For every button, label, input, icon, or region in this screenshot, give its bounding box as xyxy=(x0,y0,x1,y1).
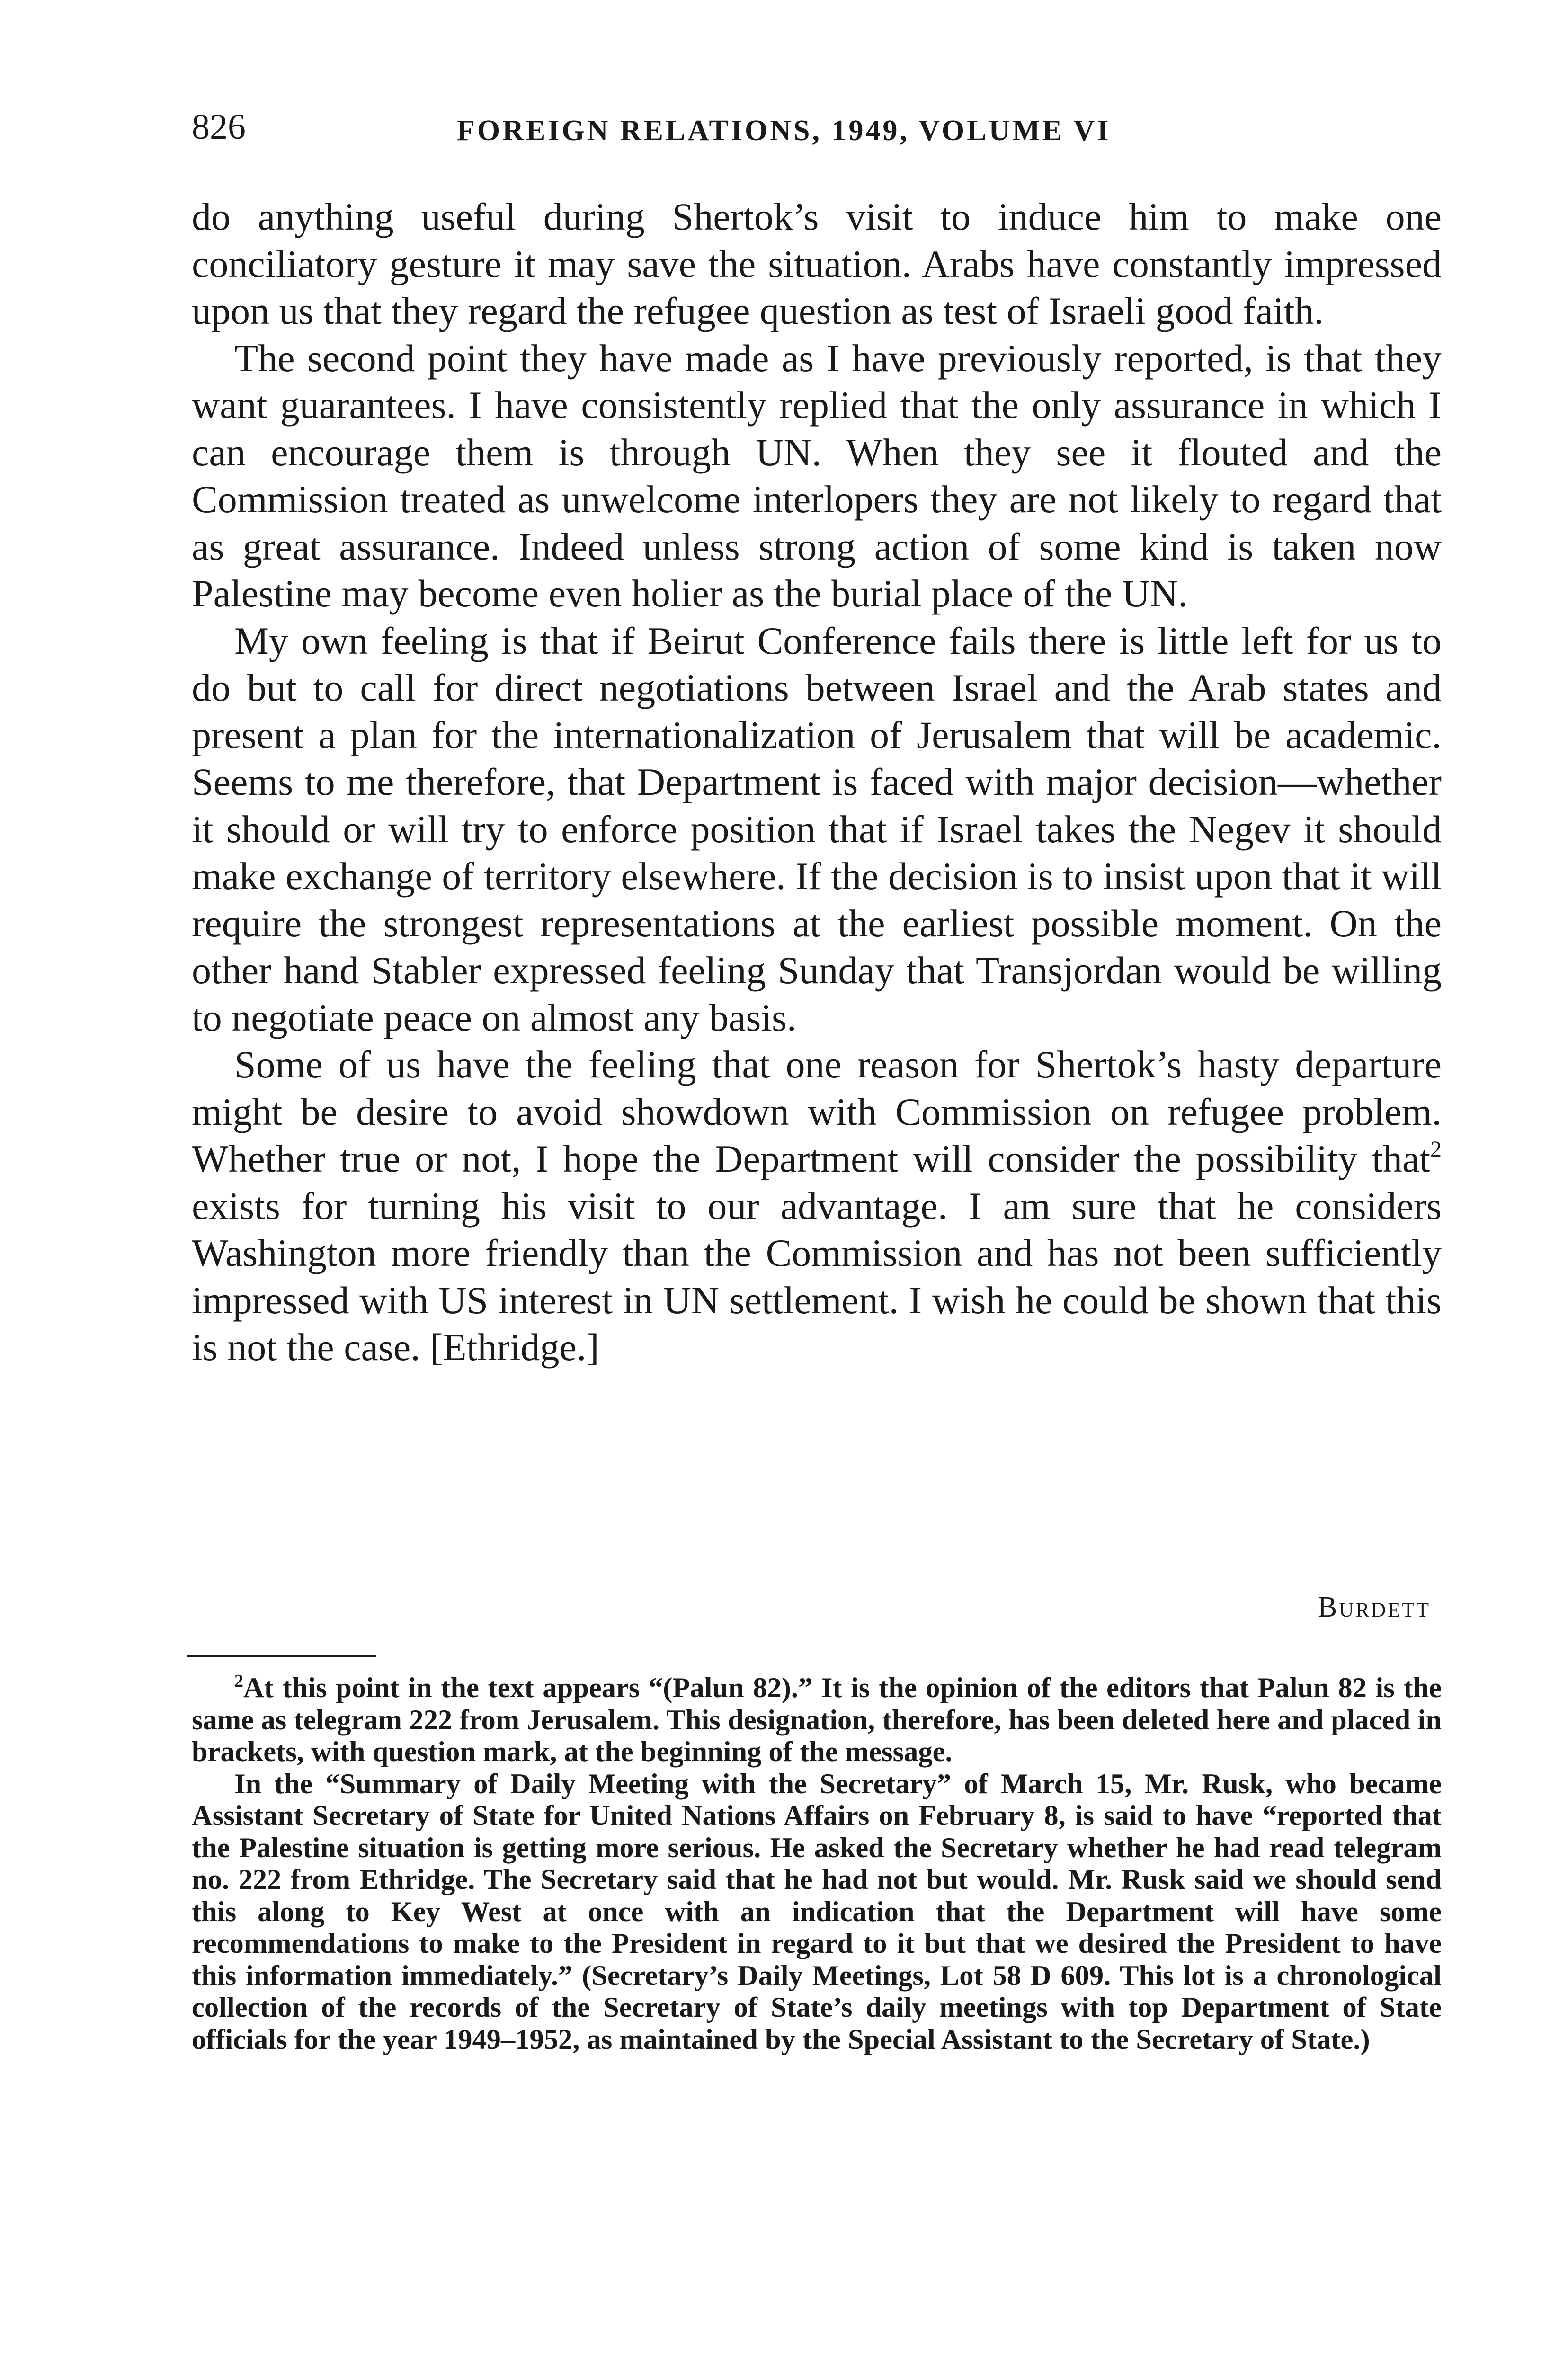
paragraph-4-text-a: Some of us have the feeling that one reason for Shertok’s hasty departure might be desire to avoid showdown with Commission on refugee problem. Whether true or not, I hope the Department will consider the possibility that xyxy=(192,1043,1442,1180)
paragraph-4 xyxy=(192,1041,1442,1371)
page-number: 826 xyxy=(192,107,246,147)
running-head xyxy=(192,103,1442,155)
footnote-2-text: At this point in the text appears “(Palun 82).” It is the opinion of the editors that Palun 82 is the same as telegram 222 from Jerusalem. This designation, therefore, has been deleted here and placed in brackets, with question mark, at the beginning of the message. xyxy=(192,1672,1442,1768)
paragraph-1: do anything useful during Shertok’s visit to induce him to make one conciliatory gesture it may save the situation. Arabs have constantly impressed upon us that they regard the refugee question as test of Israeli good faith. xyxy=(192,195,1442,332)
paragraph-2: The second point they have made as I have previously reported, is that they want guarantees. I have consistently replied that the only assurance in which I can encourage them is through UN. When they see it flouted and the Commission treated as unwelcome interlopers they are not likely to regard that as great assurance. Indeed unless strong action of some kind is taken now Palestine may become even holier as the burial place of the UN. xyxy=(192,336,1442,615)
footnote-2-continuation: In the “Summary of Daily Meeting with the Secretary” of March 15, Mr. Rusk, who became Assistant Secretary of State for United Nations Affairs on February 8, is said to have “reported that the Palestine situation is getting more serious. He asked the Secretary whether he had read telegram no. 222 from Ethridge. The Secretary said that he had not but would. Mr. Rusk said we should send this along to Key West at once with an indication that the Department will have some recommendations to make to the President in regard to it but that we desired the President to have this information immediately.” (Secretary’s Daily Meetings, Lot 58 D 609. This lot is a chronological collection of the records of the Secretary of State’s daily meetings with top Department of State officials for the year 1949–1952, as maintained by the Special Assistant to the Secretary of State.) xyxy=(192,1768,1442,2056)
paragraph-4-text-b: exists for turning his visit to our advantage. I am sure that he considers Washington more friendly than the Commission and has not been sufficiently impressed with US interest in UN settlement. I wish he could be shown that this is not the case. [Ethridge.] xyxy=(192,1184,1442,1369)
footnote-reference: 2 xyxy=(1430,1137,1442,1162)
footnote-rule xyxy=(187,1655,376,1657)
running-title: FOREIGN RELATIONS, 1949, VOLUME VI xyxy=(457,115,1111,147)
footnotes xyxy=(192,1672,1442,2056)
paragraph-3: My own feeling is that if Beirut Conference fails there is little left for us to do but to call for direct negotiations between Israel and the Arab states and present a plan for the internationalization of Jerusalem that will be academic. Seems to me therefore, that Department is faced with major decision—whether it should or will try to enforce position that if Israel takes the Negev it should make exchange of territory elsewhere. If the decision is to insist upon that it will require the strongest representations at the earliest possible moment. On the other hand Stabler expressed feeling Sunday that Transjordan would be willing to negotiate peace on almost any basis. xyxy=(192,619,1442,1039)
footnote-2 xyxy=(192,1672,1442,1768)
signature: Burdett xyxy=(1318,1591,1431,1623)
body-text xyxy=(192,193,1442,1371)
footnote-mark: 2 xyxy=(234,1671,243,1691)
